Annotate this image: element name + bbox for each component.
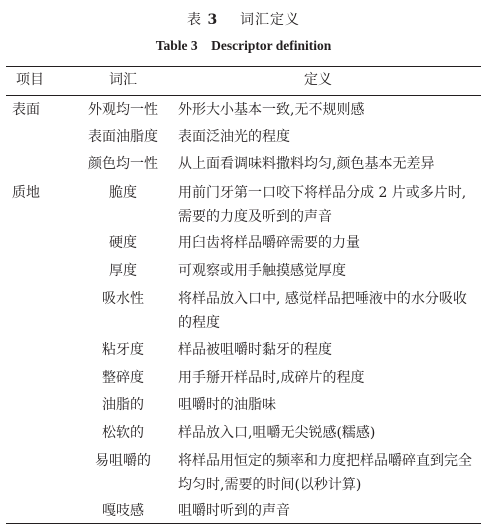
row-definition: 将样品用恒定的频率和力度把样品嚼碎直到完全均匀时,需要的时间(以秒计算) bbox=[178, 453, 472, 493]
row-term: 表面油脂度 bbox=[88, 129, 158, 145]
row-term: 粘牙度 bbox=[102, 342, 144, 358]
header-term: 词汇 bbox=[109, 72, 137, 88]
row-definition: 可观察或用手触摸感觉厚度 bbox=[178, 263, 346, 279]
table-bottom-rule bbox=[6, 523, 481, 524]
row-definition: 将样品放入口中, 感觉样品把唾液中的水分吸收的程度 bbox=[178, 291, 467, 331]
header-category: 项目 bbox=[16, 72, 44, 88]
caption-number: 3 bbox=[207, 12, 219, 28]
row-definition: 咀嚼时听到的声音 bbox=[178, 503, 290, 519]
row-definition: 样品放入口,咀嚼无尖锐感(糯感) bbox=[178, 425, 376, 441]
row-term: 整碎度 bbox=[102, 370, 144, 386]
row-term: 硬度 bbox=[109, 235, 137, 251]
row-term: 嘎吱感 bbox=[102, 503, 144, 519]
row-term: 厚度 bbox=[109, 263, 137, 279]
row-term: 脆度 bbox=[109, 185, 137, 201]
row-term: 松软的 bbox=[102, 425, 144, 441]
row-definition: 表面泛油光的程度 bbox=[178, 129, 290, 145]
table-caption-cn bbox=[0, 9, 487, 29]
row-definition: 用臼齿将样品嚼碎需要的力量 bbox=[178, 235, 360, 251]
table-caption-en: Table 3 Descriptor definition bbox=[155, 38, 332, 53]
row-term: 油脂的 bbox=[102, 397, 144, 413]
table-header-rule bbox=[6, 95, 481, 96]
row-term: 外观均一性 bbox=[88, 102, 158, 118]
row-term: 易咀嚼的 bbox=[95, 453, 151, 469]
row-definition: 外形大小基本一致,无不规则感 bbox=[178, 102, 365, 118]
caption-title: 词汇定义 bbox=[240, 12, 300, 28]
row-category: 质地 bbox=[12, 185, 40, 201]
caption-prefix: 表 bbox=[186, 12, 202, 28]
row-definition: 样品被咀嚼时黏牙的程度 bbox=[178, 342, 332, 358]
row-definition: 用前门牙第一口咬下将样品分成 2 片或多片时,需要的力度及听到的声音 bbox=[178, 185, 467, 225]
header-definition: 定义 bbox=[304, 72, 332, 88]
row-definition: 用手掰开样品时,成碎片的程度 bbox=[178, 370, 365, 386]
row-category: 表面 bbox=[12, 102, 40, 118]
row-term: 颜色均一性 bbox=[88, 156, 158, 172]
row-term: 吸水性 bbox=[102, 291, 144, 307]
row-definition: 咀嚼时的油脂味 bbox=[178, 397, 276, 413]
row-definition: 从上面看调味料撒料均匀,颜色基本无差异 bbox=[178, 156, 435, 172]
